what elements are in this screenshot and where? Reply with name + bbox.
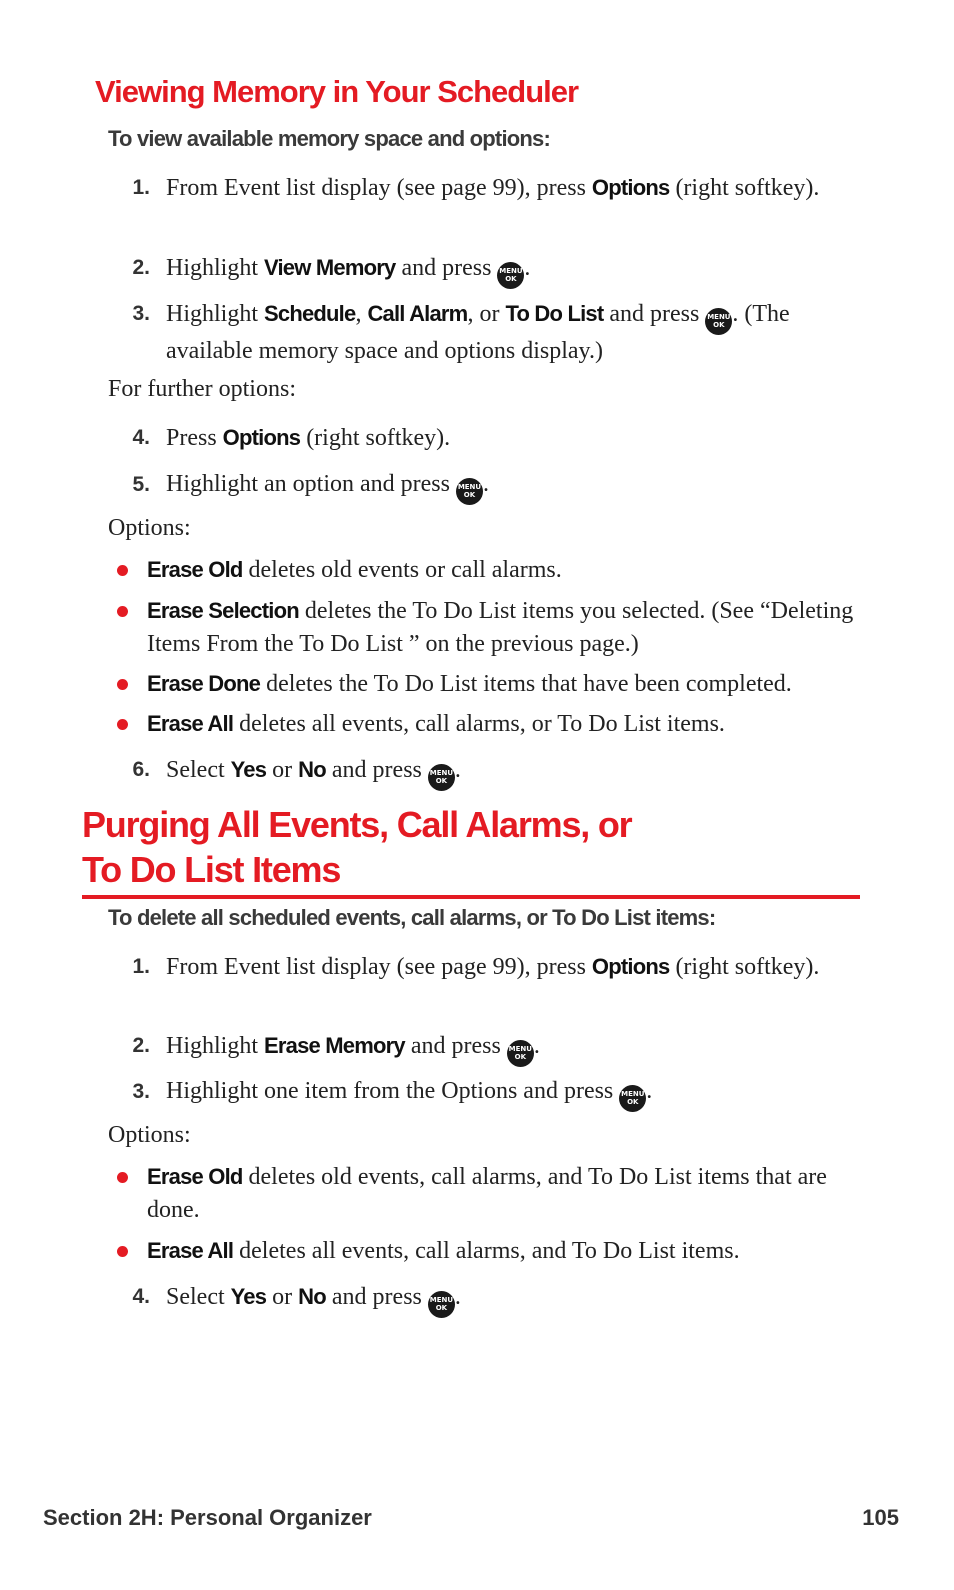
further-options-label: For further options: [108,376,296,402]
key-erase-memory: Erase Memory [264,1033,405,1058]
key-schedule: Schedule [264,301,356,326]
step-number: 3. [132,1080,150,1103]
step-text: Highlight one item from the Options and press MENU OK . [166,1075,846,1112]
key-call-alarm: Call Alarm [367,301,468,326]
bullet-dot-icon [117,1246,128,1257]
bullet-text: Erase All deletes all events, call alarms, and To Do List items. [147,1238,740,1264]
step-text: From Event list display (see page 99), press Options (right softkey). [166,954,820,980]
key-yes: Yes [230,1284,267,1309]
section-lead-view-memory: To view available memory space and options: [108,126,551,151]
step-number: 2. [132,1034,150,1057]
key-options: Options [222,425,301,450]
page-number: 105 [862,1505,899,1530]
menu-ok-key-icon: MENU OK [497,262,524,289]
bullet-dot-icon [117,606,128,617]
step-text: Highlight Erase Memory and press MENU OK . [166,1029,846,1067]
step-text: Highlight View Memory and press MENU OK . [166,251,846,289]
section-heading-viewing-memory: Viewing Memory in Your Scheduler [95,74,579,109]
bullet-text: Erase Done deletes the To Do List items that have been completed. [147,671,792,697]
options-label: Options: [108,515,191,541]
key-options: Options [591,175,670,200]
bullet-dot-icon [117,565,128,576]
key-view-memory: View Memory [264,255,396,280]
step-text: From Event list display (see page 99), press Options (right softkey). [166,175,820,201]
step-text: Highlight Schedule, Call Alarm, or To Do List and press MENU OK . (The available memory space and options display.) [166,301,790,364]
step-text: Select Yes or No and press MENU OK . [166,1280,846,1318]
menu-ok-key-icon: MENU OK [619,1085,646,1112]
step-text: Press Options (right softkey). [166,425,451,451]
key-yes: Yes [230,757,267,782]
step-number: 4. [132,426,150,449]
key-to-do-list: To Do List [505,301,604,326]
bullet-text: Erase All deletes all events, call alarms, or To Do List items. [147,711,725,737]
menu-ok-key-icon: MENU OK [428,1291,455,1318]
step-number: 4. [132,1285,150,1308]
step-number: 1. [132,176,150,199]
bullet-text: Erase Old deletes old events, call alarms, and To Do List items that are done. [147,1164,827,1223]
bullet-text: Erase Old deletes old events or call alarms. [147,557,562,583]
menu-ok-key-icon: MENU OK [428,764,455,791]
options-label: Options: [108,1122,191,1148]
step-number: 3. [132,302,150,325]
key-no: No [298,1284,326,1309]
bullet-text: Erase Selection deletes the To Do List items you selected. (See “Deleting Items From the To Do List ” on the previous page.) [147,598,854,657]
menu-ok-key-icon: MENU OK [507,1040,534,1067]
step-number: 6. [132,758,150,781]
bullet-dot-icon [117,1172,128,1183]
step-number: 2. [132,256,150,279]
step-number: 1. [132,955,150,978]
step-text: Highlight an option and press MENU OK . [166,468,846,505]
bullet-dot-icon [117,719,128,730]
bullet-dot-icon [117,679,128,690]
menu-ok-key-icon: MENU OK [705,308,732,335]
step-number: 5. [132,473,150,496]
section-heading-purging: Purging All Events, Call Alarms, or To Do List Items [82,802,860,899]
key-options: Options [591,954,670,979]
key-no: No [298,757,326,782]
menu-ok-key-icon: MENU OK [456,478,483,505]
step-text: Select Yes or No and press MENU OK . [166,753,846,791]
footer-section-label: Section 2H: Personal Organizer [43,1505,372,1530]
section-lead-purging: To delete all scheduled events, call alarms, or To Do List items: [108,905,716,930]
